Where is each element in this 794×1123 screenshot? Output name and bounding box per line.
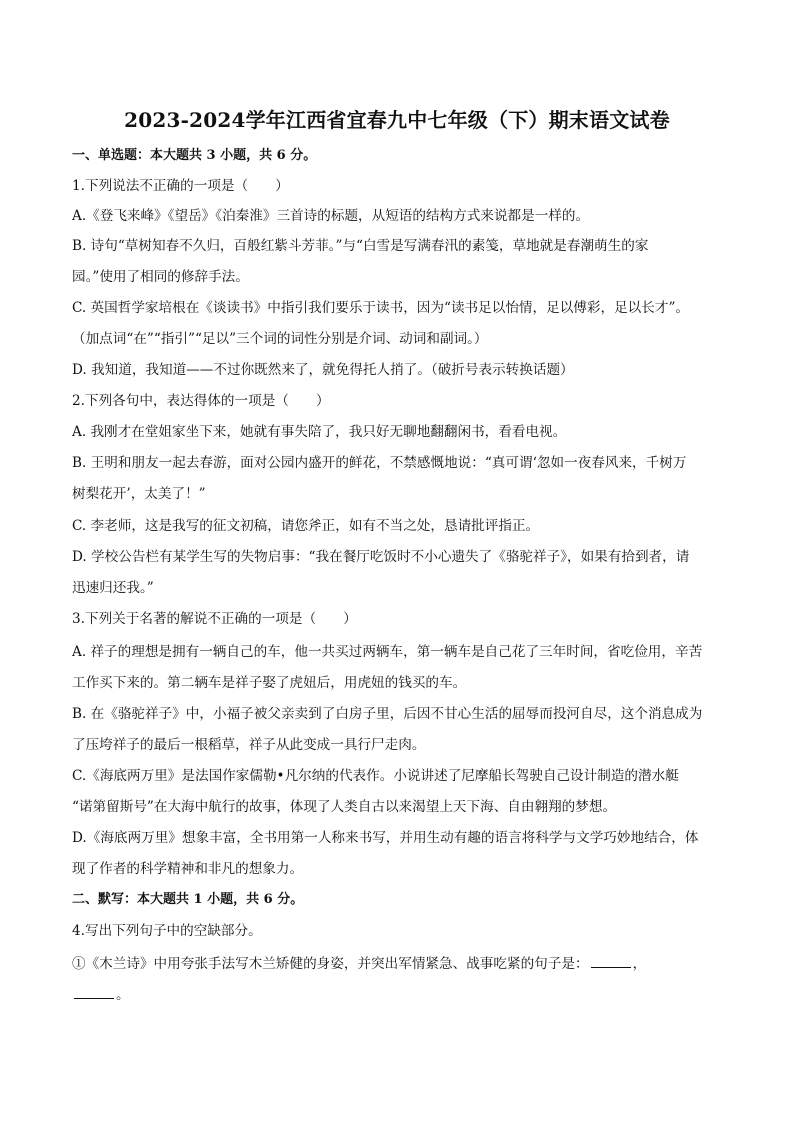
- question-4-item-1-continued: [72, 986, 722, 1004]
- question-4-stem: 4.写出下列句子中的空缺部分。: [72, 923, 262, 939]
- question-1-option-c-line2: （加点词“在”“指引”“足以”三个词的词性分别是介词、动词和副词。）: [72, 331, 488, 347]
- question-4-item-1: [72, 955, 722, 973]
- question-2-option-d-line2: 迅速归还我。”: [72, 580, 154, 596]
- question-4-item-1-text: ①《木兰诗》中用夸张手法写木兰矫健的身姿，并突出军情紧急、战事吃紧的句子是：: [72, 956, 589, 972]
- answer-blank-2[interactable]: [74, 986, 114, 999]
- question-2-option-b-line1: B. 王明和朋友一起去春游，面对公园内盛开的鲜花，不禁感慨地说：“真可谓‘忽如一夜春风来，千树万: [72, 455, 687, 471]
- question-3-option-b-line1: B. 在《骆驼祥子》中，小福子被父亲卖到了白房子里，后因不甘心生活的屈辱而投河自尽，这个消息成为: [72, 706, 703, 722]
- question-3-option-c-line2: “诺第留斯号”在大海中航行的故事，体现了人类自古以来渴望上天下海、自由翱翔的梦想。: [72, 799, 617, 815]
- question-3-option-a-line2: 工作买下来的。第二辆车是祥子娶了虎妞后，用虎妞的钱买的车。: [72, 675, 467, 691]
- comma-separator: ，: [632, 956, 647, 972]
- question-2-option-b-line2: 树梨花开’，太美了！”: [72, 486, 206, 502]
- question-1-option-d: D. 我知道，我知道——不过你既然来了，就免得托人捎了。（破折号表示转换话题）: [72, 362, 574, 378]
- question-2-option-a: A. 我刚才在堂姐家坐下来，她就有事失陪了，我只好无聊地翻翻闲书，看看电视。: [72, 424, 567, 440]
- question-3-option-d-line1: D.《海底两万里》想象丰富，全书用第一人称来书写，并用生动有趣的语言将科学与文学巧妙地结合，体: [72, 830, 699, 846]
- section-heading-1: 一、单选题：本大题共 3 小题，共 6 分。: [72, 148, 317, 163]
- question-1-option-a: A.《登飞来峰》《望岳》《泊秦淮》三首诗的标题，从短语的结构方式来说都是一样的。: [72, 208, 590, 224]
- question-3-option-d-line2: 现了作者的科学精神和非凡的想象力。: [72, 861, 304, 877]
- period-end: 。: [116, 987, 130, 1003]
- question-2-stem: 2.下列各句中，表达得体的一项是（ ）: [72, 393, 330, 409]
- question-1-option-b-line1: B. 诗句“草树知春不久归，百般红紫斗芳菲。”与“白雪是写满春汛的素笺，草地就是春潮萌生的家: [72, 238, 649, 254]
- question-2-option-c: C. 李老师，这是我写的征文初稿，请您斧正，如有不当之处，恳请批评指正。: [72, 518, 540, 534]
- question-1-stem: 1.下列说法不正确的一项是（ ）: [72, 178, 289, 194]
- question-3-option-a-line1: A. 祥子的理想是拥有一辆自己的车，他一共买过两辆车，第一辆车是自己花了三年时间，省吃俭用，辛苦: [72, 644, 703, 660]
- section-heading-2: 二、默写：本大题共 1 小题，共 6 分。: [72, 892, 304, 907]
- question-2-option-d-line1: D. 学校公告栏有某学生写的失物启事：“我在餐厅吃饭时不小心遗失了《骆驼祥子》，如果有拾到者，请: [72, 549, 690, 565]
- question-1-option-c-line1: C. 英国哲学家培根在《谈读书》中指引我们要乐于读书，因为“读书足以怡情，足以傅彩，足以长才”。: [72, 300, 689, 316]
- question-3-option-b-line2: 了压垮祥子的最后一根稻草，祥子从此变成一具行尸走肉。: [72, 737, 426, 753]
- question-1-option-b-line2: 园。”使用了相同的修辞手法。: [72, 269, 249, 285]
- answer-blank-1[interactable]: [591, 955, 631, 968]
- question-3-option-c-line1: C.《海底两万里》是法国作家儒勒•凡尔纳的代表作。小说讲述了尼摩船长驾驶自己设计制造的潜水艇: [72, 768, 679, 784]
- page-title: 2023-2024学年江西省宜春九中七年级（下）期末语文试卷: [124, 108, 670, 132]
- question-3-stem: 3.下列关于名著的解说不正确的一项是（ ）: [72, 611, 357, 627]
